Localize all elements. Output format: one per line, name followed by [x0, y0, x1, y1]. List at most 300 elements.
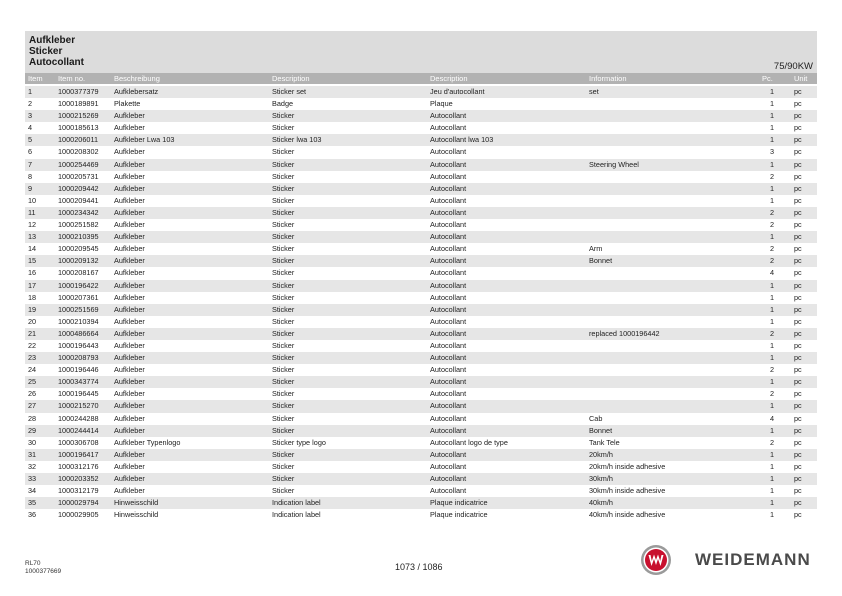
- row-description-fr: Autocollant: [430, 195, 467, 205]
- row-item-number: 1000312176: [58, 461, 99, 471]
- row-beschreibung: Aufklebersatz: [114, 87, 159, 96]
- row-item: 7: [28, 159, 33, 169]
- row-description-fr: Autocollant: [430, 147, 467, 157]
- row-beschreibung: Aufkleber: [114, 377, 145, 387]
- row-pc: 2: [769, 207, 774, 217]
- table-row: [25, 449, 817, 461]
- row-description-en: Indication label: [272, 510, 321, 520]
- row-item-number: 1000254469: [58, 159, 99, 169]
- row-description-fr: Autocollant: [430, 268, 467, 278]
- row-description-fr: Autocollant logo de type: [430, 437, 508, 447]
- row-information: set: [589, 87, 599, 96]
- row-item: 11: [28, 207, 36, 217]
- row-unit: pc: [794, 183, 802, 193]
- page-number: 1073 / 1086: [395, 562, 443, 572]
- row-description-en: Sticker: [272, 328, 295, 338]
- table-row: [25, 280, 817, 292]
- row-beschreibung: Aufkleber: [114, 449, 145, 459]
- row-unit: pc: [794, 353, 802, 363]
- row-item-number: 1000209545: [58, 244, 99, 254]
- row-pc: 1: [769, 99, 774, 109]
- row-description-fr: Autocollant: [430, 486, 467, 496]
- table-row: [25, 461, 817, 473]
- row-description-fr: Autocollant: [430, 461, 467, 471]
- row-beschreibung: Aufkleber: [114, 280, 145, 290]
- model-label: 75/90KW: [773, 61, 813, 72]
- row-item: 1: [28, 87, 33, 96]
- row-item: 30: [28, 437, 37, 447]
- row-description-fr: Autocollant: [430, 316, 467, 326]
- row-description-fr: Autocollant: [430, 207, 467, 217]
- table-row: [25, 159, 817, 171]
- table-row: [25, 364, 817, 376]
- row-description-en: Sticker: [272, 207, 295, 217]
- row-information: Cab: [589, 413, 603, 423]
- table-row: [25, 485, 817, 497]
- row-pc: 1: [769, 353, 774, 363]
- parts-list-header: [25, 31, 817, 73]
- row-item: 28: [28, 413, 37, 423]
- table-row: [25, 219, 817, 231]
- row-item-number: 1000196446: [58, 365, 99, 375]
- row-pc: 1: [769, 304, 774, 314]
- row-item: 4: [28, 123, 33, 133]
- footer-doc-info: [25, 560, 61, 575]
- row-description-en: Sticker: [272, 425, 295, 435]
- row-item: 6: [28, 147, 33, 157]
- row-beschreibung: Aufkleber: [114, 292, 145, 302]
- row-beschreibung: Hinweisschild: [114, 498, 159, 508]
- table-row: [25, 243, 817, 255]
- row-item-number: 1000343774: [58, 377, 99, 387]
- row-item: 15: [28, 256, 37, 266]
- row-beschreibung: Aufkleber: [114, 220, 145, 230]
- row-unit: pc: [794, 498, 802, 508]
- row-description-fr: Autocollant: [430, 413, 467, 423]
- row-pc: 1: [769, 183, 774, 193]
- row-description-en: Sticker: [272, 195, 295, 205]
- row-description-fr: Autocollant: [430, 280, 467, 290]
- row-unit: pc: [794, 425, 802, 435]
- row-item-number: 1000251582: [58, 220, 99, 230]
- row-item: 35: [28, 498, 37, 508]
- table-row: [25, 509, 817, 521]
- weidemann-w-logo-icon: [640, 544, 672, 576]
- row-beschreibung: Aufkleber: [114, 183, 145, 193]
- row-beschreibung: Aufkleber: [114, 256, 145, 266]
- row-description-en: Sticker: [272, 183, 295, 193]
- row-item-number: 1000209442: [58, 183, 99, 193]
- row-item: 2: [28, 99, 33, 109]
- row-pc: 1: [769, 486, 774, 496]
- table-row: [25, 171, 817, 183]
- col-beschreibung: Beschreibung: [114, 74, 160, 83]
- row-description-en: Sticker: [272, 256, 295, 266]
- row-description-en: Indication label: [272, 498, 321, 508]
- row-pc: 2: [769, 365, 774, 375]
- row-pc: 1: [769, 474, 774, 483]
- table-row: [25, 86, 817, 98]
- row-item: 22: [28, 340, 37, 350]
- row-description-fr: Autocollant: [430, 389, 467, 399]
- table-row: [25, 183, 817, 195]
- row-pc: 1: [769, 292, 774, 302]
- row-unit: pc: [794, 413, 802, 423]
- row-description-en: Sticker: [272, 268, 295, 278]
- footer-doc-number: 1000377669: [25, 567, 62, 575]
- table-row: [25, 231, 817, 243]
- row-item: 36: [28, 510, 37, 520]
- table-row: [25, 134, 817, 146]
- row-pc: 2: [769, 389, 774, 399]
- row-item-number: 1000208302: [58, 147, 99, 157]
- table-row: [25, 146, 817, 158]
- row-beschreibung: Aufkleber: [114, 474, 145, 483]
- row-unit: pc: [794, 268, 802, 278]
- row-item: 13: [28, 232, 37, 242]
- row-item-number: 1000208793: [58, 353, 99, 363]
- row-item: 33: [28, 474, 37, 483]
- row-item: 9: [28, 183, 33, 193]
- row-item-number: 1000215270: [58, 401, 99, 411]
- row-unit: pc: [794, 292, 802, 302]
- row-beschreibung: Aufkleber: [114, 353, 145, 363]
- row-information: 30km/h inside adhesive: [589, 486, 666, 496]
- footer-model-code: RL70: [25, 560, 41, 567]
- row-description-en: Sticker: [272, 232, 295, 242]
- row-item-number: 1000205731: [58, 171, 99, 181]
- row-description-fr: Autocollant: [430, 474, 467, 483]
- col-item: Item: [28, 74, 43, 83]
- row-item-number: 1000206011: [58, 135, 99, 145]
- row-pc: 1: [769, 195, 774, 205]
- row-item-number: 1000196445: [58, 389, 99, 399]
- row-description-fr: Autocollant lwa 103: [430, 135, 494, 145]
- row-item-number: 1000196417: [58, 449, 99, 459]
- row-item: 8: [28, 171, 33, 181]
- row-description-en: Sticker lwa 103: [272, 135, 322, 145]
- row-description-en: Sticker: [272, 413, 295, 423]
- row-pc: 1: [769, 135, 774, 145]
- row-item: 32: [28, 461, 37, 471]
- row-information: 20km/h: [589, 449, 613, 459]
- row-description-fr: Autocollant: [430, 159, 467, 169]
- col-description-fr: Description: [430, 74, 468, 83]
- row-unit: pc: [794, 207, 802, 217]
- row-beschreibung: Aufkleber: [114, 316, 145, 326]
- row-description-en: Sticker: [272, 123, 295, 133]
- row-description-fr: Autocollant: [430, 256, 467, 266]
- col-unit: Unit: [794, 74, 808, 83]
- row-pc: 1: [769, 316, 774, 326]
- row-pc: 1: [769, 232, 774, 242]
- row-unit: pc: [794, 159, 802, 169]
- row-information: replaced 1000196442: [589, 328, 660, 338]
- table-row: [25, 340, 817, 352]
- table-row: [25, 110, 817, 122]
- table-row: [25, 376, 817, 388]
- row-beschreibung: Aufkleber: [114, 328, 145, 338]
- table-row: [25, 352, 817, 364]
- row-pc: 4: [769, 413, 774, 423]
- parts-table-body: [25, 86, 817, 521]
- col-item-no: Item no.: [58, 74, 86, 83]
- row-item-number: 1000244288: [58, 413, 99, 423]
- row-beschreibung: Aufkleber: [114, 304, 145, 314]
- row-information: 40km/h: [589, 498, 613, 508]
- row-unit: pc: [794, 389, 802, 399]
- row-pc: 2: [769, 256, 774, 266]
- row-information: Steering Wheel: [589, 159, 639, 169]
- row-pc: 2: [769, 220, 774, 230]
- row-beschreibung: Aufkleber: [114, 486, 145, 496]
- row-unit: pc: [794, 244, 802, 254]
- table-row: [25, 473, 817, 485]
- row-beschreibung: Aufkleber: [114, 268, 145, 278]
- row-information: Bonnet: [589, 256, 613, 266]
- row-item: 20: [28, 316, 37, 326]
- row-item-number: 1000210395: [58, 232, 99, 242]
- row-item: 31: [28, 449, 37, 459]
- row-description-fr: Autocollant: [430, 377, 467, 387]
- row-unit: pc: [794, 232, 802, 242]
- table-row: [25, 400, 817, 412]
- row-item-number: 1000207361: [58, 292, 99, 302]
- row-unit: pc: [794, 99, 802, 109]
- row-information: Tank Tele: [589, 437, 620, 447]
- row-item: 3: [28, 111, 33, 121]
- row-description-en: Sticker: [272, 474, 295, 483]
- row-item: 24: [28, 365, 37, 375]
- row-pc: 2: [769, 328, 774, 338]
- row-description-fr: Autocollant: [430, 171, 467, 181]
- row-beschreibung: Aufkleber: [114, 365, 145, 375]
- row-description-fr: Plaque indicatrice: [430, 510, 488, 520]
- row-unit: pc: [794, 87, 802, 96]
- row-unit: pc: [794, 256, 802, 266]
- row-description-en: Sticker: [272, 316, 295, 326]
- row-unit: pc: [794, 220, 802, 230]
- row-item: 25: [28, 377, 37, 387]
- row-unit: pc: [794, 401, 802, 411]
- row-unit: pc: [794, 280, 802, 290]
- row-description-fr: Autocollant: [430, 232, 467, 242]
- row-item-number: 1000486664: [58, 328, 99, 338]
- row-description-fr: Jeu d'autocollant: [430, 87, 485, 96]
- row-item: 21: [28, 328, 37, 338]
- row-pc: 4: [769, 268, 774, 278]
- row-beschreibung: Aufkleber Lwa 103: [114, 135, 175, 145]
- row-information: 40km/h inside adhesive: [589, 510, 666, 520]
- row-description-fr: Autocollant: [430, 425, 467, 435]
- table-row: [25, 328, 817, 340]
- row-description-en: Sticker: [272, 401, 295, 411]
- row-item: 27: [28, 401, 37, 411]
- row-unit: pc: [794, 304, 802, 314]
- row-beschreibung: Aufkleber: [114, 111, 145, 121]
- row-item-number: 1000306708: [58, 437, 99, 447]
- row-item-number: 1000251569: [58, 304, 99, 314]
- row-item: 23: [28, 353, 37, 363]
- row-item-number: 1000209441: [58, 195, 99, 205]
- row-pc: 1: [769, 111, 774, 121]
- row-pc: 2: [769, 244, 774, 254]
- title-german: Aufkleber: [29, 35, 76, 46]
- table-row: [25, 292, 817, 304]
- row-pc: 1: [769, 340, 774, 350]
- row-item: 12: [28, 220, 37, 230]
- table-row: [25, 304, 817, 316]
- row-item-number: 1000215269: [58, 111, 99, 121]
- row-beschreibung: Aufkleber: [114, 207, 145, 217]
- row-pc: 1: [769, 377, 774, 387]
- table-row: [25, 413, 817, 425]
- table-row: [25, 267, 817, 279]
- row-information: Bonnet: [589, 425, 613, 435]
- row-item: 5: [28, 135, 33, 145]
- row-description-en: Sticker: [272, 111, 295, 121]
- row-unit: pc: [794, 195, 802, 205]
- table-row: [25, 98, 817, 110]
- row-pc: 2: [769, 437, 774, 447]
- brand-name: WEIDEMANN: [695, 550, 811, 569]
- row-item-number: 1000312179: [58, 486, 99, 496]
- row-description-fr: Autocollant: [430, 304, 467, 314]
- row-unit: pc: [794, 449, 802, 459]
- table-row: [25, 207, 817, 219]
- row-description-en: Sticker: [272, 292, 295, 302]
- row-description-en: Sticker: [272, 486, 295, 496]
- table-row: [25, 388, 817, 400]
- row-unit: pc: [794, 437, 802, 447]
- row-beschreibung: Aufkleber: [114, 147, 145, 157]
- row-description-fr: Autocollant: [430, 220, 467, 230]
- row-item: 34: [28, 486, 37, 496]
- row-item-number: 1000196422: [58, 280, 99, 290]
- col-description-en: Description: [272, 74, 310, 83]
- row-pc: 1: [769, 425, 774, 435]
- row-pc: 1: [769, 280, 774, 290]
- row-description-en: Sticker: [272, 353, 295, 363]
- row-item-number: 1000203352: [58, 474, 99, 483]
- row-description-en: Sticker: [272, 220, 295, 230]
- row-description-fr: Autocollant: [430, 353, 467, 363]
- row-beschreibung: Aufkleber: [114, 425, 145, 435]
- row-unit: pc: [794, 474, 802, 483]
- row-unit: pc: [794, 135, 802, 145]
- row-item-number: 1000377379: [58, 87, 99, 96]
- row-item: 26: [28, 389, 37, 399]
- row-information: Arm: [589, 244, 603, 254]
- row-description-en: Sticker type logo: [272, 437, 326, 447]
- row-beschreibung: Aufkleber: [114, 171, 145, 181]
- row-description-en: Sticker: [272, 340, 295, 350]
- row-item: 10: [28, 195, 37, 205]
- row-item-number: 1000189891: [58, 99, 99, 109]
- row-description-en: Sticker: [272, 171, 295, 181]
- row-description-en: Badge: [272, 99, 294, 109]
- row-pc: 1: [769, 449, 774, 459]
- table-row: [25, 122, 817, 134]
- row-beschreibung: Aufkleber: [114, 401, 145, 411]
- table-row: [25, 497, 817, 509]
- row-item-number: 1000029794: [58, 498, 99, 508]
- title-english: Sticker: [29, 46, 63, 57]
- row-description-fr: Autocollant: [430, 365, 467, 375]
- row-description-en: Sticker: [272, 280, 295, 290]
- title-french: Autocollant: [29, 57, 84, 68]
- row-item: 29: [28, 425, 37, 435]
- row-item: 16: [28, 268, 37, 278]
- row-unit: pc: [794, 486, 802, 496]
- row-unit: pc: [794, 510, 802, 520]
- row-beschreibung: Aufkleber: [114, 461, 145, 471]
- row-description-en: Sticker set: [272, 87, 307, 96]
- row-unit: pc: [794, 365, 802, 375]
- row-beschreibung: Aufkleber: [114, 340, 145, 350]
- row-pc: 3: [769, 147, 774, 157]
- row-beschreibung: Hinweisschild: [114, 510, 159, 520]
- row-item: 18: [28, 292, 37, 302]
- row-description-en: Sticker: [272, 389, 295, 399]
- row-item: 14: [28, 244, 37, 254]
- row-item: 17: [28, 280, 37, 290]
- row-beschreibung: Aufkleber: [114, 159, 145, 169]
- row-description-fr: Plaque: [430, 99, 453, 109]
- table-row: [25, 437, 817, 449]
- row-description-en: Sticker: [272, 461, 295, 471]
- row-item: 19: [28, 304, 37, 314]
- row-beschreibung: Aufkleber: [114, 123, 145, 133]
- row-item-number: 1000185613: [58, 123, 99, 133]
- table-row: [25, 316, 817, 328]
- row-unit: pc: [794, 316, 802, 326]
- row-beschreibung: Aufkleber: [114, 413, 145, 423]
- table-row: [25, 425, 817, 437]
- row-unit: pc: [794, 340, 802, 350]
- row-description-fr: Autocollant: [430, 123, 467, 133]
- row-beschreibung: Aufkleber: [114, 195, 145, 205]
- row-description-fr: Autocollant: [430, 340, 467, 350]
- row-beschreibung: Aufkleber Typenlogo: [114, 437, 181, 447]
- row-description-en: Sticker: [272, 449, 295, 459]
- row-pc: 1: [769, 401, 774, 411]
- row-pc: 1: [769, 159, 774, 169]
- row-pc: 2: [769, 171, 774, 181]
- col-pc: Pc.: [762, 74, 773, 83]
- row-description-en: Sticker: [272, 365, 295, 375]
- row-description-fr: Autocollant: [430, 111, 467, 121]
- row-pc: 1: [769, 498, 774, 508]
- col-information: Information: [589, 74, 627, 83]
- row-description-fr: Autocollant: [430, 244, 467, 254]
- row-description-fr: Autocollant: [430, 292, 467, 302]
- row-description-fr: Autocollant: [430, 401, 467, 411]
- row-item-number: 1000209132: [58, 256, 99, 266]
- row-information: 20km/h inside adhesive: [589, 461, 666, 471]
- row-description-en: Sticker: [272, 159, 295, 169]
- row-unit: pc: [794, 147, 802, 157]
- row-unit: pc: [794, 377, 802, 387]
- row-item-number: 1000244414: [58, 425, 99, 435]
- row-beschreibung: Aufkleber: [114, 232, 145, 242]
- row-unit: pc: [794, 171, 802, 181]
- row-pc: 1: [769, 87, 774, 96]
- row-description-fr: Autocollant: [430, 328, 467, 338]
- row-pc: 1: [769, 510, 774, 520]
- row-description-en: Sticker: [272, 304, 295, 314]
- table-column-header: [25, 73, 817, 84]
